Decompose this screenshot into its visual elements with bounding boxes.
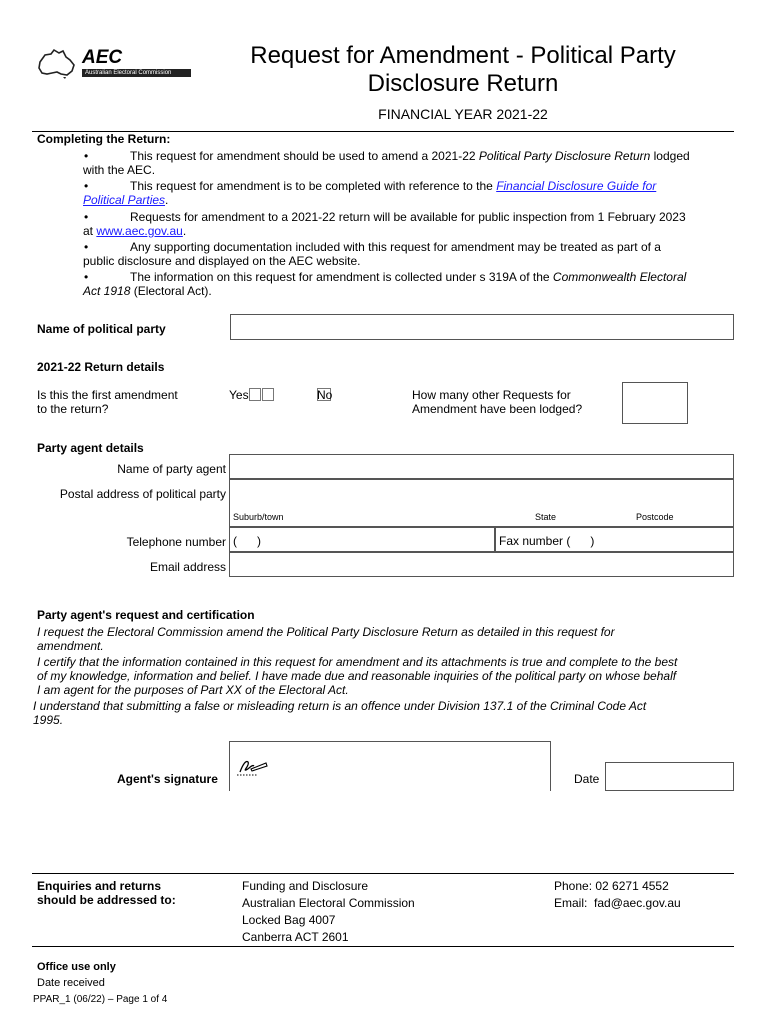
b5-text: The information on this request for amendment is collected under s 319A of the [130, 270, 553, 284]
agent-details-heading: Party agent details [37, 441, 144, 455]
addr-line-2: Australian Electoral Commission [242, 896, 415, 910]
first-amendment-question [37, 388, 178, 416]
p2-line-3: I am agent for the purposes of Part XX of the Electoral Act. [37, 683, 349, 697]
b1-text: This request for amendment should be used to amend a 2021-22 [130, 149, 479, 163]
signature-field[interactable] [229, 741, 551, 791]
completing-item-4-line2: public disclosure and displayed on the AEC website. [83, 254, 361, 268]
b1-em: Political Party Disclosure Return [478, 149, 651, 163]
postal-address-label: Postal address of political party [59, 487, 226, 501]
fax-label: Fax number ( ) [499, 534, 595, 548]
bullet-3: • [84, 210, 89, 224]
completing-item-4: Any supporting documentation included with this request for amendment may be treated as part of a [130, 240, 661, 254]
agent-name-input[interactable] [229, 454, 734, 479]
party-name-label: Name of political party [37, 322, 166, 336]
party-name-input[interactable] [230, 314, 734, 340]
bullet-4: • [84, 240, 89, 254]
b1-post: lodged [650, 149, 690, 163]
signature-label: Agent's signature [117, 772, 218, 786]
addr-line-4: Canberra ACT 2601 [242, 930, 349, 944]
return-details-heading: 2021-22 Return details [37, 360, 165, 374]
form-code: PPAR_1 (06/22) – Page 1 of 4 [33, 994, 168, 1005]
state-label: State [535, 512, 557, 522]
telephone-prefix: ( ) [233, 534, 261, 548]
completing-item-5 [130, 270, 686, 284]
title-line-1: Request for Amendment - Political Party [250, 42, 676, 69]
addr-line-3: Locked Bag 4007 [242, 913, 336, 927]
enquiries-label [37, 879, 176, 907]
p3-line-2: 1995. [33, 713, 64, 727]
financial-year: FINANCIAL YEAR 2021-22 [378, 106, 548, 122]
completing-item-1 [130, 149, 690, 163]
email-label: Email address [149, 560, 226, 574]
completing-item-1-line2: with the AEC. [83, 163, 156, 177]
no-option[interactable] [317, 388, 332, 402]
b5-em: Commonwealth Electoral [552, 270, 687, 284]
footer-rule-top [32, 873, 734, 874]
certify-statement [37, 655, 677, 697]
telephone-label: Telephone number [126, 535, 226, 549]
postcode-label: Postcode [636, 512, 674, 522]
completing-item-5-line2 [83, 284, 212, 298]
bullet-2: • [84, 179, 89, 193]
footer-rule-bottom [32, 946, 734, 947]
no-label: No [317, 388, 333, 402]
fax-input[interactable] [495, 527, 734, 552]
q1-line-2: to the return? [37, 402, 109, 416]
b3-pre: at [83, 224, 97, 238]
page-title [200, 42, 726, 98]
q1-line-1: Is this the first amendment [37, 388, 178, 402]
p3-line-1: I understand that submitting a false or misleading return is an offence under Division 137.1 of the Criminal Code Act [33, 699, 647, 713]
completing-item-2-line2 [83, 193, 168, 207]
signature-pen-icon [234, 756, 270, 778]
completing-item-3-line2 [83, 224, 186, 238]
agent-name-label: Name of party agent [117, 462, 226, 476]
financial-guide-link[interactable]: Financial Disclosure Guide for [496, 179, 657, 193]
p1-line-2: amendment. [37, 639, 104, 653]
q2-line-1: How many other Requests for [412, 388, 571, 402]
yes-checkbox[interactable] [249, 388, 261, 401]
q2-line-2: Amendment have been lodged? [412, 402, 583, 416]
enq-line-2: should be addressed to: [37, 893, 176, 907]
logo-full: Australian Electoral Commission [82, 69, 191, 77]
suburb-label: Suburb/town [233, 512, 284, 522]
b2-text: This request for amendment is to be completed with reference to the [130, 179, 497, 193]
bullet-1: • [84, 149, 89, 163]
p2-line-1: I certify that the information contained in this request for amendment and its attachments is true and complete to the best [37, 655, 678, 669]
request-statement [37, 625, 615, 653]
title-line-2: Disclosure Return [367, 70, 559, 97]
other-requests-question [412, 388, 582, 416]
contact-block [554, 878, 681, 912]
bullet-5: • [84, 270, 89, 284]
b3-post: . [182, 224, 187, 238]
b2-post: . [165, 193, 169, 207]
email-input[interactable] [229, 552, 734, 577]
yes-checkbox-2[interactable] [262, 388, 274, 401]
phone-number: Phone: 02 6271 4552 [554, 879, 669, 893]
date-label: Date [574, 772, 600, 786]
other-requests-count-input[interactable] [622, 382, 688, 424]
email-address[interactable]: Email: fad@aec.gov.au [554, 896, 681, 910]
logo-abbr: AEC [82, 47, 123, 68]
yes-label: Yes [229, 388, 249, 402]
addr-line-1: Funding and Disclosure [242, 879, 369, 893]
completing-heading: Completing the Return: [37, 132, 171, 146]
completing-item-2 [130, 179, 656, 193]
postal-address-block [242, 878, 415, 946]
certification-heading: Party agent's request and certification [37, 608, 255, 622]
offence-statement [33, 699, 646, 727]
telephone-input[interactable] [229, 527, 495, 552]
office-use-heading: Office use only [37, 961, 116, 973]
australia-map-icon [36, 48, 80, 80]
p2-line-2: of my knowledge, information and belief. I have made due and reasonable inquiries of the political party on whose behalf [37, 669, 677, 683]
aec-website-link[interactable]: www.aec.gov.au [96, 224, 183, 238]
date-input[interactable] [605, 762, 734, 791]
completing-item-3: Requests for amendment to a 2021-22 return will be available for public inspection from 1 February 2023 [130, 210, 686, 224]
yes-option[interactable] [229, 388, 274, 402]
b5-em2: Act 1918 [83, 284, 131, 298]
enq-line-1: Enquiries and returns [37, 879, 162, 893]
aec-logo [36, 46, 196, 82]
financial-guide-link-cont[interactable]: Political Parties [83, 193, 166, 207]
b5-post: (Electoral Act). [130, 284, 212, 298]
date-received-label: Date received [37, 977, 105, 989]
p1-line-1: I request the Electoral Commission amend the Political Party Disclosure Return as detailed in this request for [37, 625, 615, 639]
